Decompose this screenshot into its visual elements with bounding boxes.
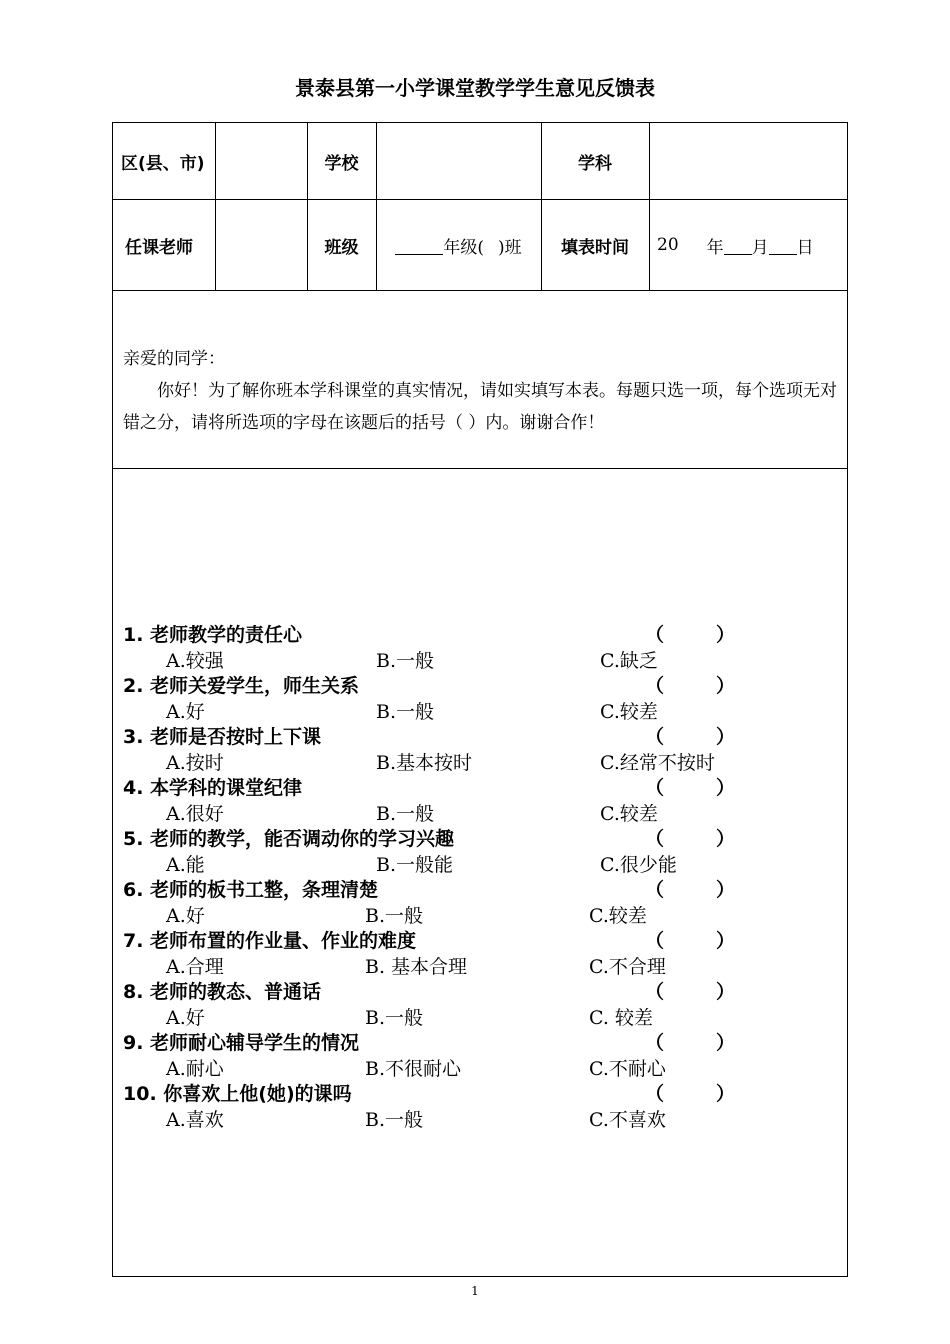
answer-bracket[interactable] (645, 824, 735, 851)
bracket-open: （ (645, 624, 665, 646)
answer-bracket[interactable] (645, 1079, 735, 1106)
option-a: A.好 (166, 1007, 205, 1029)
teacher-label: 任课老师 (125, 237, 193, 258)
bracket-open: （ (645, 930, 665, 952)
bracket-close: ） (715, 930, 735, 952)
page-title: 景泰县第一小学课堂教学学生意见反馈表 (295, 76, 655, 100)
option-c: C.经常不按时 (600, 752, 715, 774)
option-b: B.一般能 (376, 854, 454, 876)
answer-bracket[interactable] (645, 926, 735, 953)
option-c: C.不耐心 (589, 1058, 666, 1080)
bracket-close: ） (715, 777, 735, 799)
school-label: 学校 (324, 153, 359, 174)
answer-bracket[interactable] (645, 977, 735, 1004)
page-number: 1 (471, 1284, 479, 1298)
district-field[interactable] (216, 123, 306, 199)
option-a: A.很好 (166, 803, 224, 825)
option-b: B.一般 (365, 1109, 424, 1131)
bracket-open: （ (645, 828, 665, 850)
subject-field[interactable] (650, 123, 846, 199)
option-b: B.基本按时 (376, 752, 473, 774)
option-c: C.较差 (600, 803, 658, 825)
option-b: B.不很耐心 (365, 1058, 462, 1080)
row-divider (113, 290, 847, 291)
question-text: 10. 你喜欢上他(她)的课吗 (123, 1083, 352, 1105)
bracket-open: （ (645, 981, 665, 1003)
question-item (123, 875, 839, 927)
bracket-open: （ (645, 1032, 665, 1054)
bracket-open: （ (645, 1083, 665, 1105)
intro-body: 你好！为了解你班本学科课堂的真实情况，请如实填写本表。每题只选一项，每个选项无对错之分，请将所选项的字母在该题后的括号（ ）内。谢谢合作！ (123, 381, 837, 433)
question-item (123, 722, 839, 774)
subject-label: 学科 (578, 153, 612, 174)
option-c: C.很少能 (600, 854, 677, 876)
answer-bracket[interactable] (645, 722, 735, 749)
date-month: 月 (751, 237, 769, 258)
option-b: B.一般 (365, 1007, 424, 1029)
bracket-close: ） (715, 1032, 735, 1054)
option-c: C.不合理 (589, 956, 666, 978)
option-b: B. 基本合理 (365, 956, 468, 978)
question-item (123, 977, 839, 1029)
answer-bracket[interactable] (645, 620, 735, 647)
date-label: 填表时间 (561, 237, 629, 258)
question-item (123, 620, 839, 672)
bracket-close: ） (715, 981, 735, 1003)
bracket-close: ） (715, 624, 735, 646)
question-item (123, 773, 839, 825)
option-a: A.按时 (166, 752, 224, 774)
question-text: 7. 老师布置的作业量、作业的难度 (123, 930, 417, 952)
question-text: 5. 老师的教学，能否调动你的学习兴趣 (123, 828, 455, 850)
option-c: C.缺乏 (600, 650, 658, 672)
option-a: A.合理 (166, 956, 224, 978)
row-divider (113, 468, 847, 469)
answer-bracket[interactable] (645, 671, 735, 698)
question-text: 9. 老师耐心辅导学生的情况 (123, 1032, 360, 1054)
class-suffix: )班 (498, 237, 522, 258)
bracket-open: （ (645, 879, 665, 901)
grade-blank[interactable] (395, 236, 443, 255)
intro-greeting: 亲爱的同学： (123, 349, 225, 369)
intro-section (123, 343, 843, 439)
option-b: B.一般 (365, 905, 424, 927)
bracket-close: ） (715, 1083, 735, 1105)
question-item (123, 926, 839, 978)
answer-bracket[interactable] (645, 1028, 735, 1055)
question-item (123, 671, 839, 723)
option-c: C.较差 (600, 701, 658, 723)
question-text: 3. 老师是否按时上下课 (123, 726, 322, 748)
teacher-field[interactable] (216, 200, 306, 290)
class-label: 班级 (324, 237, 359, 258)
question-item (123, 1028, 839, 1080)
question-item (123, 1079, 839, 1131)
option-a: A.好 (166, 701, 205, 723)
option-c: C.较差 (589, 905, 647, 927)
bracket-close: ） (715, 879, 735, 901)
month-blank[interactable] (724, 236, 752, 255)
question-item (123, 824, 839, 876)
class-field[interactable] (377, 200, 540, 290)
option-a: A.耐心 (166, 1058, 224, 1080)
bracket-open: （ (645, 675, 665, 697)
date-field[interactable] (657, 200, 845, 290)
question-text: 4. 本学科的课堂纪律 (123, 777, 303, 799)
bracket-close: ） (715, 828, 735, 850)
option-b: B.一般 (376, 650, 435, 672)
bracket-open: （ (645, 726, 665, 748)
option-b: B.一般 (376, 803, 435, 825)
bracket-open: （ (645, 777, 665, 799)
option-a: A.较强 (166, 650, 224, 672)
date-prefix: 20 (657, 235, 679, 255)
school-field[interactable] (377, 123, 540, 199)
option-a: A.好 (166, 905, 205, 927)
bracket-close: ） (715, 675, 735, 697)
bracket-close: ） (715, 726, 735, 748)
day-blank[interactable] (769, 236, 797, 255)
answer-bracket[interactable] (645, 875, 735, 902)
district-label: 区(县、市) (121, 153, 205, 174)
option-a: A.能 (166, 854, 205, 876)
option-b: B.一般 (376, 701, 435, 723)
answer-bracket[interactable] (645, 773, 735, 800)
option-c: C.不喜欢 (589, 1109, 666, 1131)
question-text: 2. 老师关爱学生，师生关系 (123, 675, 360, 697)
date-year: 年 (706, 237, 724, 258)
date-day: 日 (796, 237, 814, 258)
question-text: 1. 老师教学的责任心 (123, 624, 303, 646)
option-c: C. 较差 (589, 1007, 653, 1029)
feedback-form (112, 122, 848, 1277)
grade-text: 年级( (443, 237, 484, 258)
question-text: 6. 老师的板书工整，条理清楚 (123, 879, 379, 901)
option-a: A.喜欢 (166, 1109, 224, 1131)
question-text: 8. 老师的教态、普通话 (123, 981, 322, 1003)
